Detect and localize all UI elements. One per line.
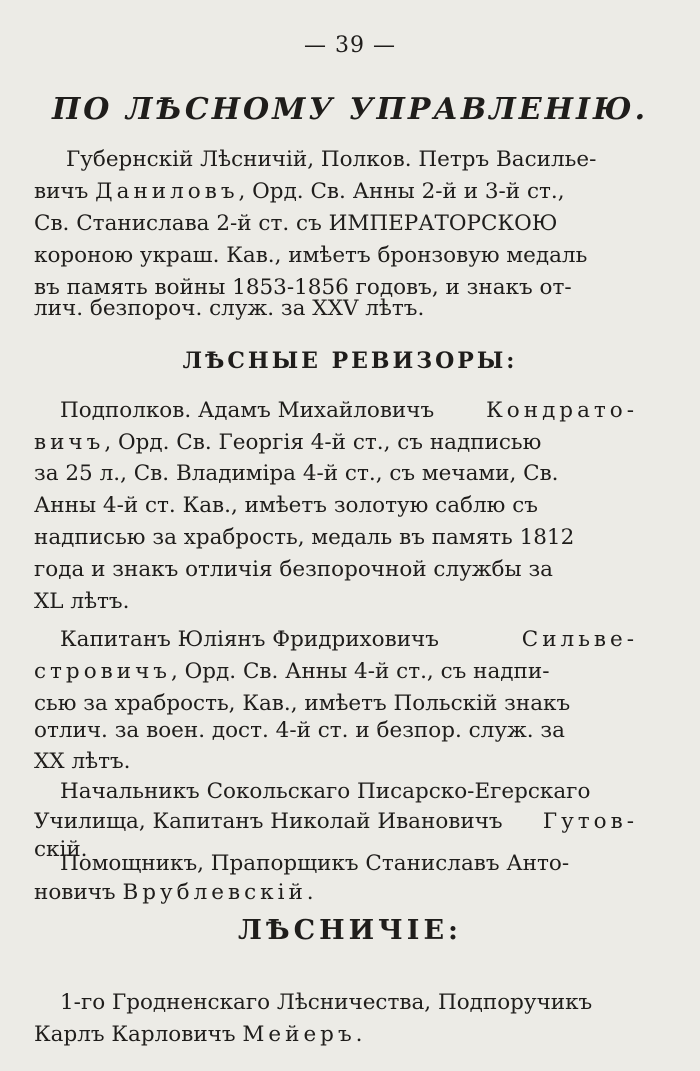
text-fragment: Училища, Капитанъ Николай Ивановичъ bbox=[34, 809, 503, 834]
text-line: Помощникъ, Прапорщикъ Станиславъ Анто- bbox=[60, 851, 570, 876]
surname: Мейеръ. bbox=[242, 1022, 367, 1047]
text-line: 1-го Гродненскаго Лѣсничества, Подпоручикъ bbox=[60, 990, 593, 1015]
surname: вичъ bbox=[34, 430, 105, 455]
text-fragment: , Орд. Св. Анны 2-й и 3-й ст., bbox=[238, 179, 565, 204]
text-line: года и знакъ отличія безпорочной службы за bbox=[34, 557, 553, 582]
text-line: короною украш. Кав., имѣетъ бронзовую медаль bbox=[34, 243, 588, 268]
text-line: Начальникъ Сокольскаго Писарско-Егерскаго bbox=[60, 779, 591, 804]
surname: Кондрато- bbox=[486, 398, 638, 423]
text-fragment: новичъ bbox=[34, 880, 116, 905]
text-line bbox=[34, 1022, 366, 1047]
text-line bbox=[60, 627, 638, 652]
text-line bbox=[60, 398, 638, 423]
surname: стровичъ bbox=[34, 659, 171, 684]
page-number: — 39 — bbox=[304, 33, 396, 58]
text-fragment: Карлъ Карловичъ bbox=[34, 1022, 236, 1047]
text-line bbox=[34, 179, 638, 204]
text-line: надписью за храбрость, медаль въ память 1812 bbox=[34, 525, 575, 550]
text-line bbox=[34, 430, 541, 455]
text-line bbox=[34, 880, 318, 905]
text-line: Губернскій Лѣсничій, Полков. Петръ Василье- bbox=[66, 147, 597, 172]
last-heading: ЛѢСНИЧІЕ: bbox=[238, 915, 462, 946]
text-line: Св. Станислава 2-й ст. съ ИМПЕРАТОРСКОЮ bbox=[34, 211, 558, 236]
text-line: скій. bbox=[34, 837, 88, 862]
surname: Врублевскій. bbox=[122, 880, 318, 905]
text-fragment: Подполков. Адамъ Михайловичъ bbox=[60, 398, 435, 423]
text-line: XL лѣтъ. bbox=[34, 589, 130, 614]
text-fragment: вичъ bbox=[34, 179, 89, 204]
text-line: отлич. за воен. дост. 4-й ст. и безпор. служ. за bbox=[34, 718, 565, 743]
section-title: ПО ЛѢСНОМУ УПРАВЛЕНІЮ. bbox=[51, 92, 649, 127]
text-fragment: , Орд. Св. Анны 4-й ст., съ надпи- bbox=[170, 659, 550, 684]
surname: Гутов- bbox=[542, 809, 638, 834]
text-line: въ память войны 1853-1856 годовъ, и знакъ от- bbox=[34, 275, 572, 300]
text-line: сью за храбрость, Кав., имѣетъ Польскій знакъ bbox=[34, 691, 571, 716]
text-line bbox=[34, 809, 638, 834]
text-line: Анны 4-й ст. Кав., имѣетъ золотую саблю съ bbox=[34, 493, 538, 518]
text-fragment: , Орд. Св. Георгія 4-й ст., съ надписью bbox=[104, 430, 542, 455]
surname: Сильве- bbox=[521, 627, 638, 652]
surname: Даниловъ bbox=[95, 179, 239, 204]
text-line: XX лѣтъ. bbox=[34, 749, 131, 774]
text-line: за 25 л., Св. Владиміра 4-й ст., съ мечами, Св. bbox=[34, 461, 559, 486]
text-fragment: Капитанъ Юліянъ Фридриховичъ bbox=[60, 627, 439, 652]
sub-heading: ЛѢСНЫЕ РЕВИЗОРЫ: bbox=[182, 348, 518, 374]
text-line bbox=[34, 659, 549, 684]
text-line: лич. безпороч. служ. за XXV лѣтъ. bbox=[34, 296, 425, 321]
